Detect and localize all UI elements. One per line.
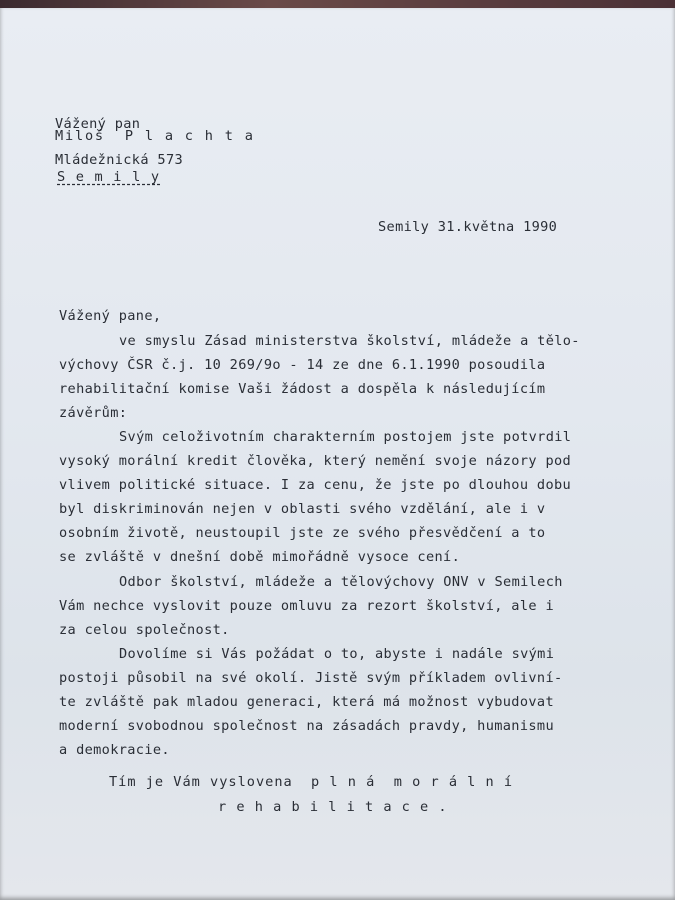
body-line: vysoký morální kredit člověka, který nemění svoje názory pod [59, 453, 572, 469]
body-line: byl diskriminován nejen v oblasti svého vzdělání, ale i v [59, 501, 546, 517]
body-line: te zvláště pak mladou generaci, která má možnost vybudovat [59, 694, 554, 710]
body-line: Dovolíme si Vás požádat o to, abyste i nadále svými [119, 646, 555, 662]
addressee-name: Miloš P l a c h t a [55, 128, 255, 144]
addressee-town: S e m i l y [57, 169, 161, 185]
letter-page [0, 8, 675, 900]
greeting: Vážený pane, [59, 308, 162, 324]
date-line: Semily 31.května 1990 [378, 219, 558, 235]
closing-line-1: Tím je Vám vyslovena p l n á m o r á l n í [109, 774, 514, 790]
body-line: vlivem politické situace. I za cenu, že jste po dlouhou dobu [59, 477, 572, 493]
addressee-street: Mládežnická 573 [55, 152, 184, 168]
body-line: Vám nechce vyslovit pouze omluvu za rezort školství, ale i [59, 598, 554, 614]
salutation-line: Vážený pan [55, 116, 141, 132]
body-line: se zvláště v dnešní době mimořádně vysoce cení. [59, 549, 461, 565]
body-line: rehabilitační komise Vaši žádost a dospěla k následujícím [59, 381, 546, 397]
body-line: ve smyslu Zásad ministerstva školství, mládeže a tělo- [119, 333, 580, 349]
body-line: moderní svobodnou společnost na zásadách pravdy, humanismu [59, 718, 554, 734]
body-line: osobním životě, neustoupil jste ze svého přesvědčení a to [59, 525, 546, 541]
closing-line-2: r e h a b i l i t a c e . [218, 799, 448, 815]
body-line: závěrům: [59, 405, 128, 421]
body-line: za celou společnost. [59, 622, 230, 638]
body-line: Odbor školství, mládeže a tělovýchovy ONV v Semilech [119, 574, 563, 590]
body-line: a demokracie. [59, 742, 170, 758]
body-line: výchovy ČSR č.j. 10 269/9o - 14 ze dne 6.1.1990 posoudila [59, 357, 546, 373]
body-line: postoji působil na své okolí. Jistě svým příkladem ovlivní- [59, 670, 563, 686]
body-line: Svým celoživotním charakterním postojem jste potvrdil [119, 429, 572, 445]
